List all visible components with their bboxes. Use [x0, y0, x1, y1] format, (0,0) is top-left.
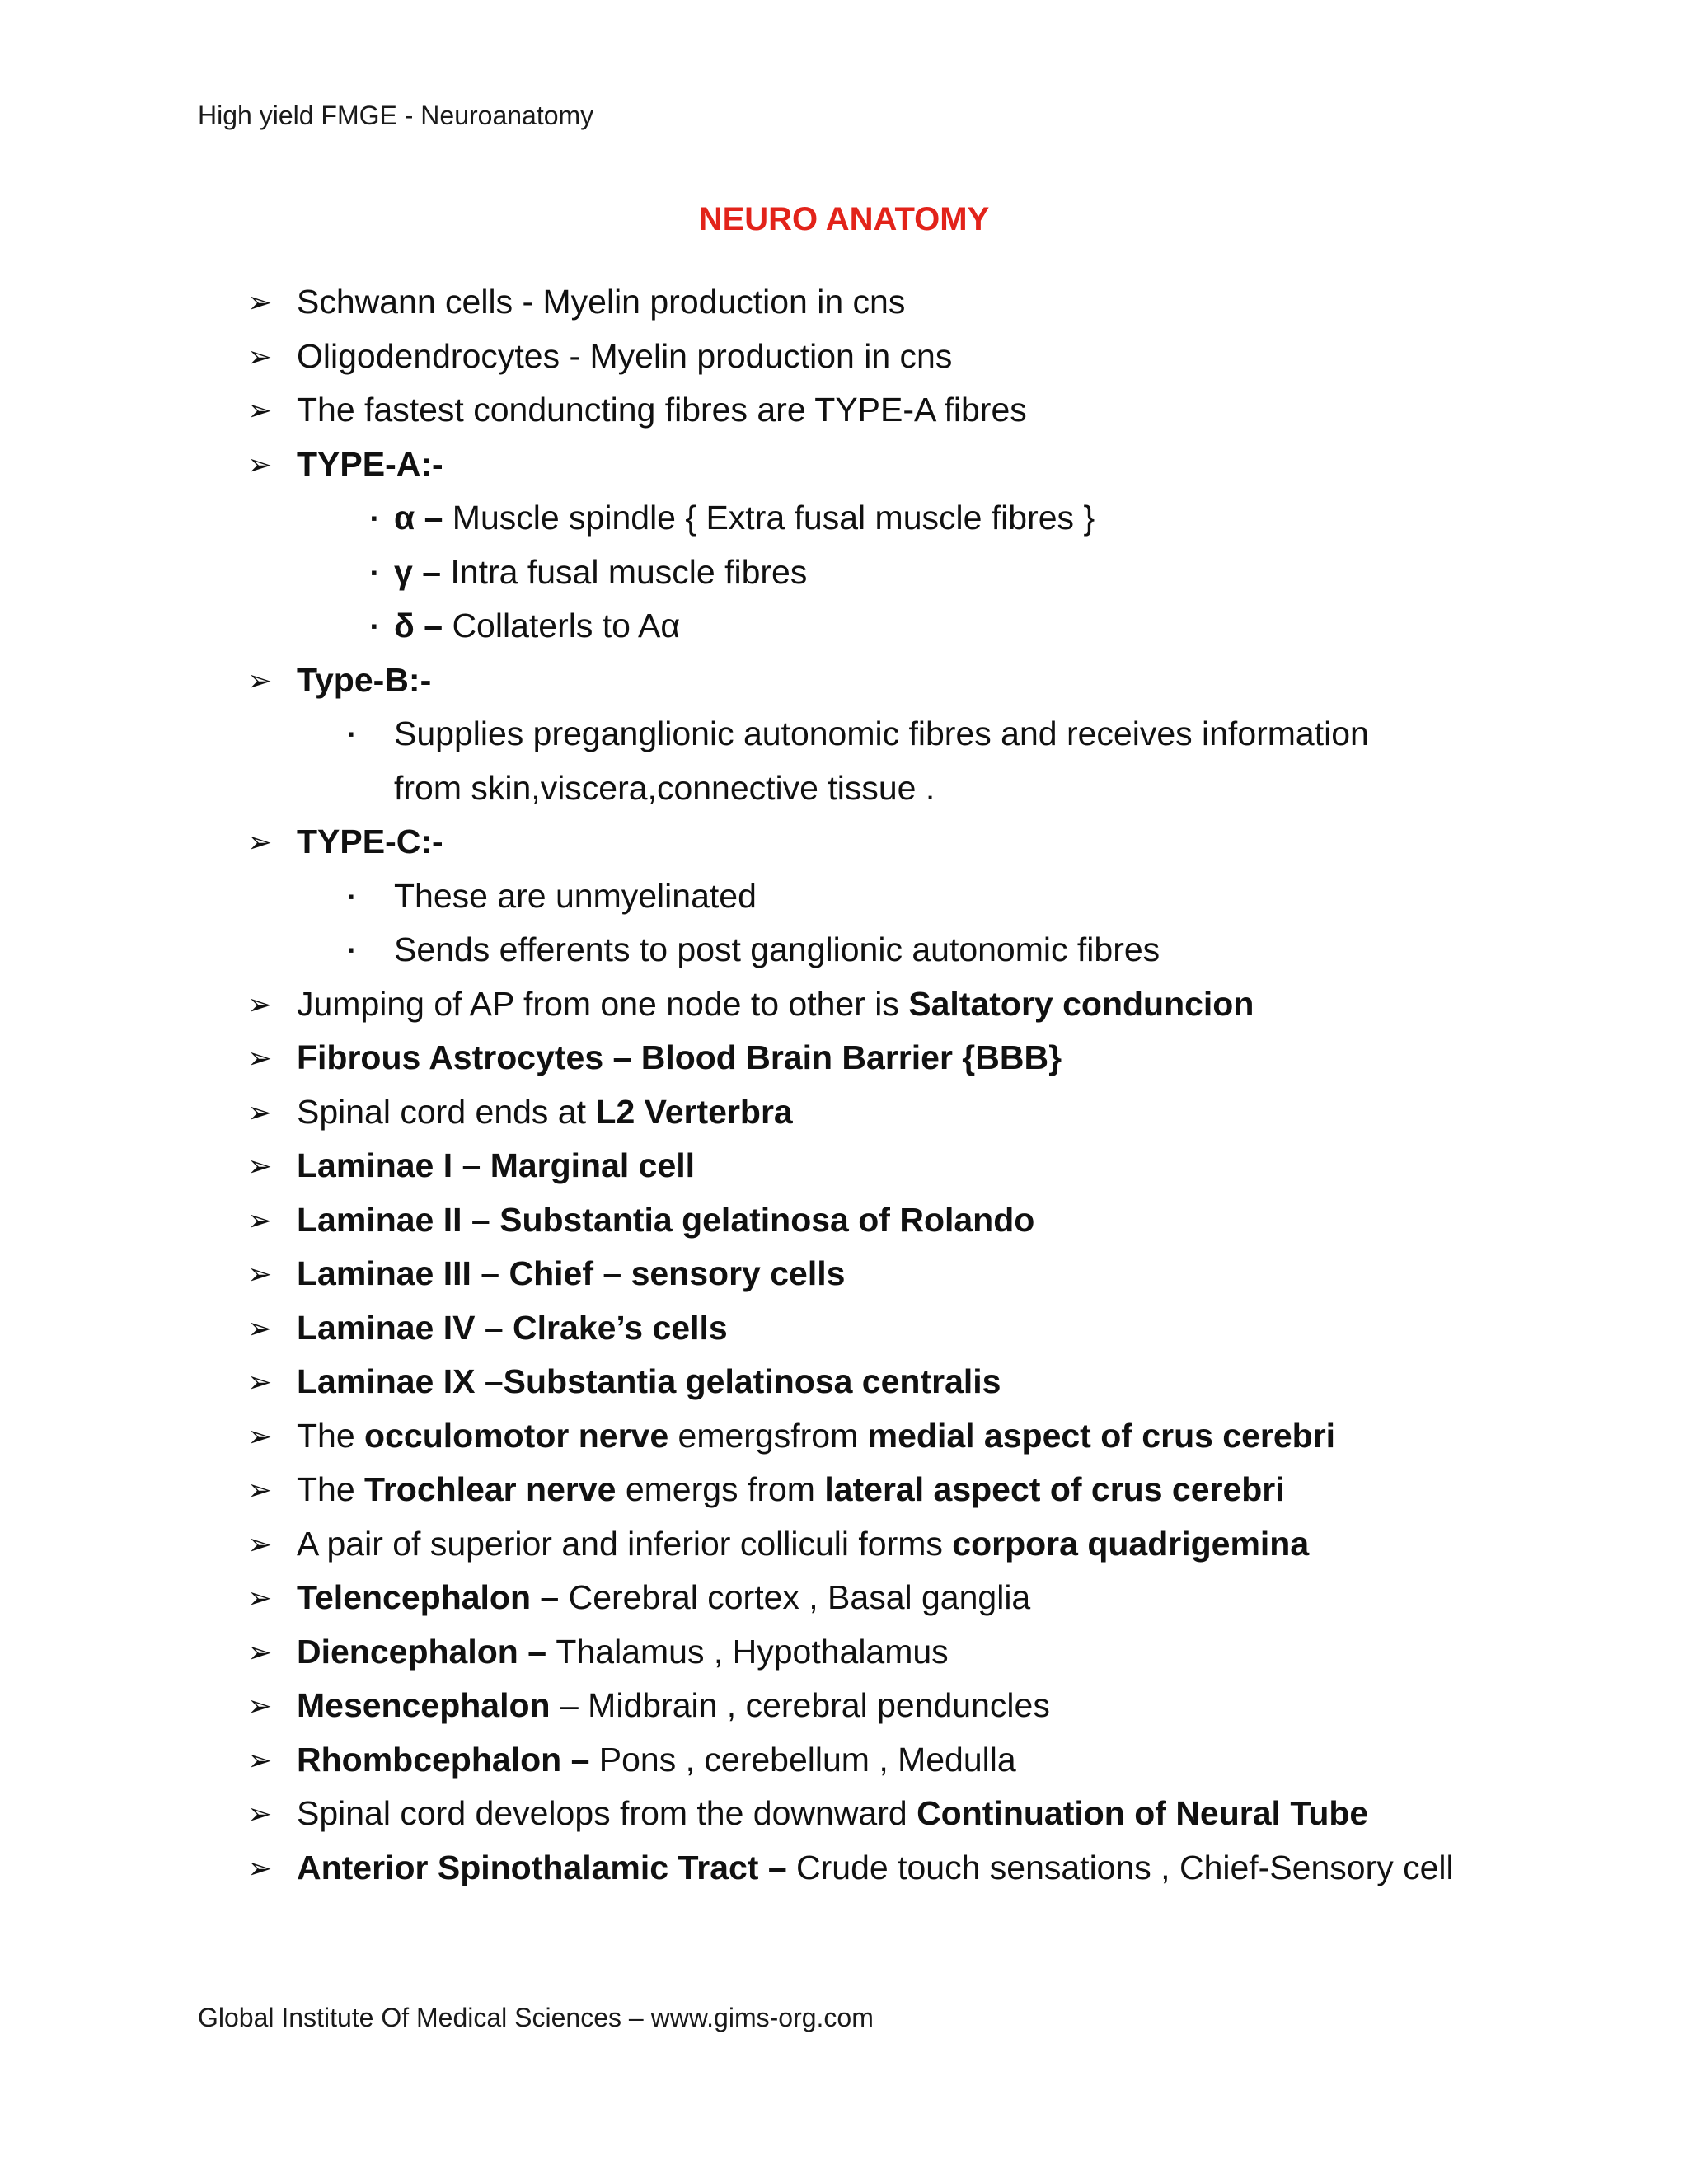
square-bullet-icon: ▪	[371, 561, 377, 583]
arrow-bullet-icon: ➢	[247, 1202, 273, 1237]
square-bullet-icon: ▪	[371, 508, 377, 528]
bold-text: medial aspect of crus cerebri	[867, 1416, 1336, 1455]
bold-text: Laminae III – Chief – sensory cells	[297, 1254, 846, 1292]
arrow-bullet-icon: ➢	[247, 1850, 273, 1885]
list-item	[247, 1679, 1500, 1733]
item-text: Muscle spindle { Extra fusal muscle fibres }	[452, 499, 1095, 537]
list-item	[247, 1463, 1500, 1517]
item-text: Intra fusal muscle fibres	[450, 552, 808, 591]
item-text: The	[297, 1416, 365, 1455]
arrow-bullet-icon: ➢	[247, 1526, 273, 1561]
list-item	[247, 1841, 1500, 1896]
bold-text: α –	[394, 499, 452, 537]
item-text: A pair of superior and inferior colliculi forms	[297, 1524, 953, 1563]
list-item	[247, 815, 1500, 869]
arrow-bullet-icon: ➢	[247, 339, 273, 373]
list-item	[247, 1733, 1500, 1788]
arrow-bullet-icon: ➢	[247, 393, 273, 427]
list-item	[247, 1139, 1500, 1193]
page-header: High yield FMGE - Neuroanatomy	[198, 101, 594, 130]
item-text: Schwann cells - Myelin production in cns	[297, 283, 906, 321]
bold-text: lateral aspect of crus cerebri	[824, 1470, 1285, 1508]
bold-text: Laminae IX –Substantia gelatinosa centralis	[297, 1362, 1001, 1400]
item-text: Supplies preganglionic autonomic fibres and receives information	[394, 715, 1369, 752]
bold-text: Type-B:-	[297, 660, 432, 699]
item-text: from skin,viscera,connective tissue .	[394, 768, 935, 807]
document-title: NEURO ANATOMY	[698, 201, 990, 237]
item-text: Cerebral cortex , Basal ganglia	[568, 1578, 1031, 1616]
square-bullet-icon: ▪	[348, 885, 354, 907]
item-text: Pons , cerebellum , Medulla	[598, 1740, 1016, 1779]
bold-text: Laminae II – Substantia gelatinosa of Rolando	[297, 1200, 1035, 1239]
arrow-bullet-icon: ➢	[247, 987, 273, 1021]
bold-text: occulomotor nerve	[364, 1416, 669, 1455]
item-text: emergsfrom	[668, 1416, 868, 1455]
item-text: These are unmyelinated	[394, 876, 757, 915]
item-text: – Midbrain , cerebral penduncles	[550, 1686, 1050, 1724]
bold-text: Laminae I – Marginal cell	[297, 1146, 696, 1184]
bold-text: Continuation of Neural Tube	[917, 1794, 1369, 1832]
item-text: Spinal cord develops from the downward	[297, 1794, 917, 1832]
list-item	[247, 1301, 1500, 1356]
item-text: The	[297, 1470, 365, 1508]
arrow-bullet-icon: ➢	[247, 1149, 273, 1183]
bold-text: TYPE-A:-	[297, 444, 443, 483]
arrow-bullet-icon: ➢	[247, 1365, 273, 1399]
item-text: Crude touch sensations , Chief-Sensory cell	[796, 1848, 1454, 1886]
square-bullet-icon: ▪	[348, 724, 354, 744]
list-item	[247, 707, 1500, 762]
list-item	[247, 1571, 1500, 1625]
arrow-bullet-icon: ➢	[247, 1797, 273, 1830]
list-item	[247, 1355, 1500, 1409]
list-item	[247, 923, 1500, 977]
notes-list	[247, 275, 1500, 1895]
list-item	[247, 383, 1500, 438]
bold-text: L2 Verterbra	[595, 1092, 793, 1131]
arrow-bullet-icon: ➢	[247, 663, 273, 697]
bold-text: γ –	[394, 552, 451, 591]
arrow-bullet-icon: ➢	[247, 1634, 273, 1669]
item-text: Spinal cord ends at	[297, 1092, 596, 1131]
list-item	[247, 1517, 1500, 1572]
bold-text: Trochlear nerve	[364, 1470, 617, 1508]
bold-text: Laminae IV – Clrake’s cells	[297, 1308, 728, 1347]
square-bullet-icon: ▪	[348, 940, 354, 960]
bold-text: TYPE-C:-	[297, 823, 443, 860]
item-text: Oligodendrocytes - Myelin production in cns	[297, 336, 953, 375]
arrow-bullet-icon: ➢	[247, 1418, 273, 1453]
list-item	[247, 1625, 1500, 1680]
arrow-bullet-icon: ➢	[247, 1581, 273, 1615]
bold-text: Mesencephalon	[297, 1686, 551, 1724]
list-item	[247, 1031, 1500, 1085]
bold-text: Anterior Spinothalamic Tract –	[297, 1848, 797, 1886]
list-item	[247, 546, 1500, 600]
list-item	[247, 869, 1500, 924]
list-item	[247, 491, 1500, 546]
bold-text: Diencephalon –	[297, 1632, 556, 1671]
list-item	[247, 762, 1500, 816]
item-text: The fastest conduncting fibres are TYPE-A fibres	[297, 391, 1027, 429]
arrow-bullet-icon: ➢	[247, 1041, 273, 1075]
arrow-bullet-icon: ➢	[247, 1689, 273, 1722]
arrow-bullet-icon: ➢	[247, 1257, 273, 1291]
list-item	[247, 438, 1500, 492]
arrow-bullet-icon: ➢	[247, 447, 273, 481]
list-item	[247, 1193, 1500, 1248]
list-item	[247, 977, 1500, 1032]
arrow-bullet-icon: ➢	[247, 1742, 273, 1777]
bold-text: Fibrous Astrocytes – Blood Brain Barrier {BBB}	[297, 1038, 1062, 1076]
item-text: emergs from	[616, 1470, 825, 1508]
bold-text: corpora quadrigemina	[952, 1524, 1310, 1563]
list-item	[247, 330, 1500, 384]
arrow-bullet-icon: ➢	[247, 285, 273, 319]
item-text: Thalamus , Hypothalamus	[556, 1632, 949, 1671]
item-text: Jumping of AP from one node to other is	[297, 984, 909, 1023]
square-bullet-icon: ▪	[371, 616, 377, 636]
list-item	[247, 1085, 1500, 1140]
bold-text: Rhombcephalon –	[297, 1740, 599, 1779]
list-item	[247, 654, 1500, 708]
bold-text: Telencephalon –	[297, 1578, 569, 1616]
arrow-bullet-icon: ➢	[247, 825, 273, 859]
list-item	[247, 1787, 1500, 1841]
item-text: Sends efferents to post ganglionic autonomic fibres	[394, 930, 1160, 968]
arrow-bullet-icon: ➢	[247, 1310, 273, 1345]
list-item	[247, 275, 1500, 330]
arrow-bullet-icon: ➢	[247, 1094, 273, 1129]
page-footer: Global Institute Of Medical Sciences – www.gims-org.com	[198, 2003, 874, 2032]
item-text: Collaterls to Aα	[452, 607, 681, 644]
arrow-bullet-icon: ➢	[247, 1473, 273, 1507]
bold-text: Saltatory conduncion	[908, 984, 1254, 1023]
list-item	[247, 1247, 1500, 1301]
bold-text: δ –	[394, 607, 452, 644]
list-item	[247, 599, 1500, 654]
list-item	[247, 1409, 1500, 1464]
